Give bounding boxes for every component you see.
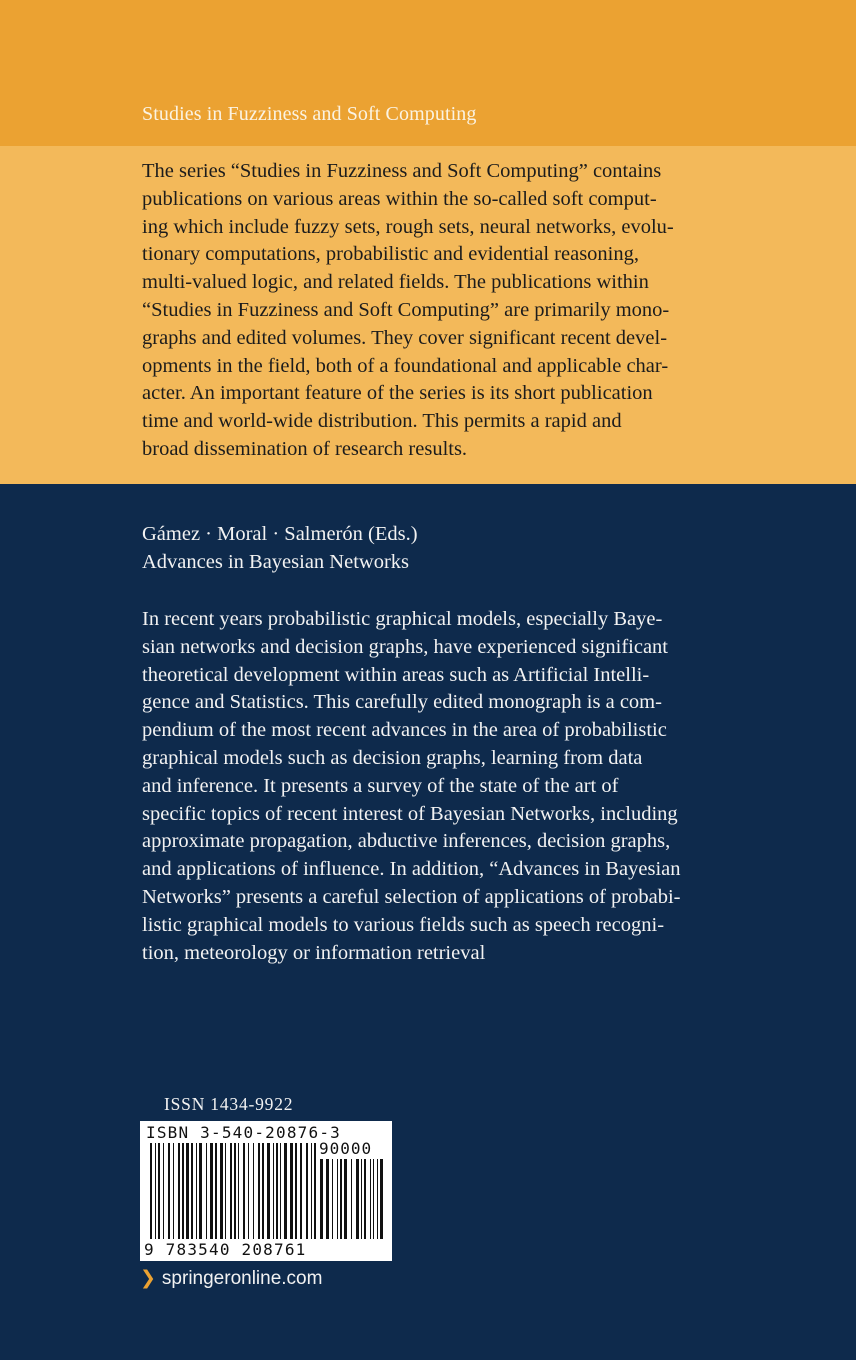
price-code: 90000 [319,1139,373,1158]
isbn-label: ISBN 3-540-20876-3 [146,1123,341,1142]
book-description [142,606,732,967]
book-description-line: gence and Statistics. This carefully edited monograph is a com- [142,691,662,714]
series-description-line: tionary computations, probabilistic and evidential reasoning, [142,243,640,266]
book-description-line: and applications of influence. In addition, “Advances in Bayesian [142,858,681,881]
barcode-bar [258,1143,260,1239]
barcode-bar [210,1143,213,1239]
barcode-bar [370,1159,371,1239]
barcode-bar [320,1159,323,1239]
barcode-bar [158,1143,160,1239]
barcode-bar [262,1143,264,1239]
barcode-bar [186,1143,189,1239]
series-description-line: graphs and edited volumes. They cover significant recent devel- [142,326,668,349]
barcode-bar [344,1159,347,1239]
series-description-line: publications on various areas within the so-called soft comput- [142,187,657,210]
series-description-line: acter. An important feature of the series is its short publication [142,382,653,405]
barcode-bar [182,1143,184,1239]
series-title: Studies in Fuzziness and Soft Computing [142,103,477,125]
barcode-bar [356,1159,359,1239]
book-title: Advances in Bayesian Networks [142,551,410,573]
book-description-line: theoretical development within areas such as Artificial Intelli- [142,663,650,686]
barcode-bar [380,1159,383,1239]
issn-number: ISSN 1434-9922 [164,1094,294,1114]
barcode-bar [326,1159,329,1239]
barcode-bar [155,1143,156,1239]
barcode-bar [361,1159,362,1239]
barcode-bar [168,1143,170,1239]
book-description-line: and inference. It presents a survey of the state of the art of [142,774,619,797]
series-description-line: broad dissemination of research results. [142,437,468,460]
series-description-line: ing which include fuzzy sets, rough sets, neural networks, evolu- [142,215,674,238]
barcode-bar [234,1143,236,1239]
book-description-line: pendium of the most recent advances in the area of probabilistic [142,719,667,742]
barcode-bar [351,1159,352,1239]
barcode-bar [248,1143,249,1239]
barcode-bar [267,1143,270,1239]
barcode-bar [178,1143,180,1239]
barcode-bar [377,1159,378,1239]
series-description-line: The series “Studies in Fuzziness and Soft Computing” contains [142,160,662,182]
barcode-bar [295,1143,297,1239]
barcode-bar [230,1143,232,1239]
barcode-bar [206,1143,207,1239]
barcode-bar [150,1143,152,1239]
book-description-line: In recent years probabilistic graphical models, especially Baye- [142,608,663,630]
barcode-bar [173,1143,174,1239]
website-text: springeronline.com [161,1268,323,1289]
barcode-bar [199,1143,202,1239]
book-description-line: specific topics of recent interest of Bayesian Networks, including [142,802,678,825]
series-description-line: time and world-wide distribution. This permits a rapid and [142,410,622,433]
barcode-bar [306,1143,308,1239]
isbn-barcode [140,1121,392,1261]
barcode-bar [332,1159,333,1239]
book-description-line: approximate propagation, abductive inferences, decision graphs, [142,830,671,853]
barcode-bar [276,1143,278,1239]
barcode-bar [225,1143,226,1239]
series-description [142,158,732,464]
website-link[interactable] [140,1267,322,1290]
barcode-bar [364,1159,366,1239]
barcode-bar [314,1143,316,1239]
barcode-bar [290,1143,293,1239]
series-description-line: multi-valued logic, and related fields. The publications within [142,271,649,294]
book-description-line: tion, meteorology or information retrieval [142,941,486,964]
barcode-bar [284,1143,287,1239]
series-description-line: opments in the field, both of a foundational and applicable char- [142,354,669,377]
barcode-bar [191,1143,193,1239]
book-editors: Gámez · Moral · Salmerón (Eds.) [142,523,418,545]
ean-digits: 9 783540 208761 [144,1240,307,1259]
barcode-bar [273,1143,274,1239]
barcode-bar [340,1159,342,1239]
book-description-line: sian networks and decision graphs, have experienced significant [142,635,668,658]
barcode-bar [163,1143,164,1239]
barcode-bar [311,1143,312,1239]
barcode-bar [253,1143,254,1239]
barcode-bar [280,1143,281,1239]
barcode-bar [215,1143,217,1239]
barcode-bar [337,1159,338,1239]
barcode-bar [238,1143,239,1239]
book-description-line: listic graphical models to various fields such as speech recogni- [142,913,665,936]
series-description-line: “Studies in Fuzziness and Soft Computing” are primarily mono- [142,298,670,321]
chevron-right-icon: ❯ [140,1268,156,1289]
barcode-bar [243,1143,245,1239]
book-description-line: Networks” presents a careful selection of applications of probabi- [142,885,681,908]
barcode-bar [196,1143,197,1239]
barcode-bar [300,1143,302,1239]
book-description-line: graphical models such as decision graphs, learning from data [142,746,643,769]
barcode-bar [220,1143,223,1239]
barcode-bar [373,1159,374,1239]
